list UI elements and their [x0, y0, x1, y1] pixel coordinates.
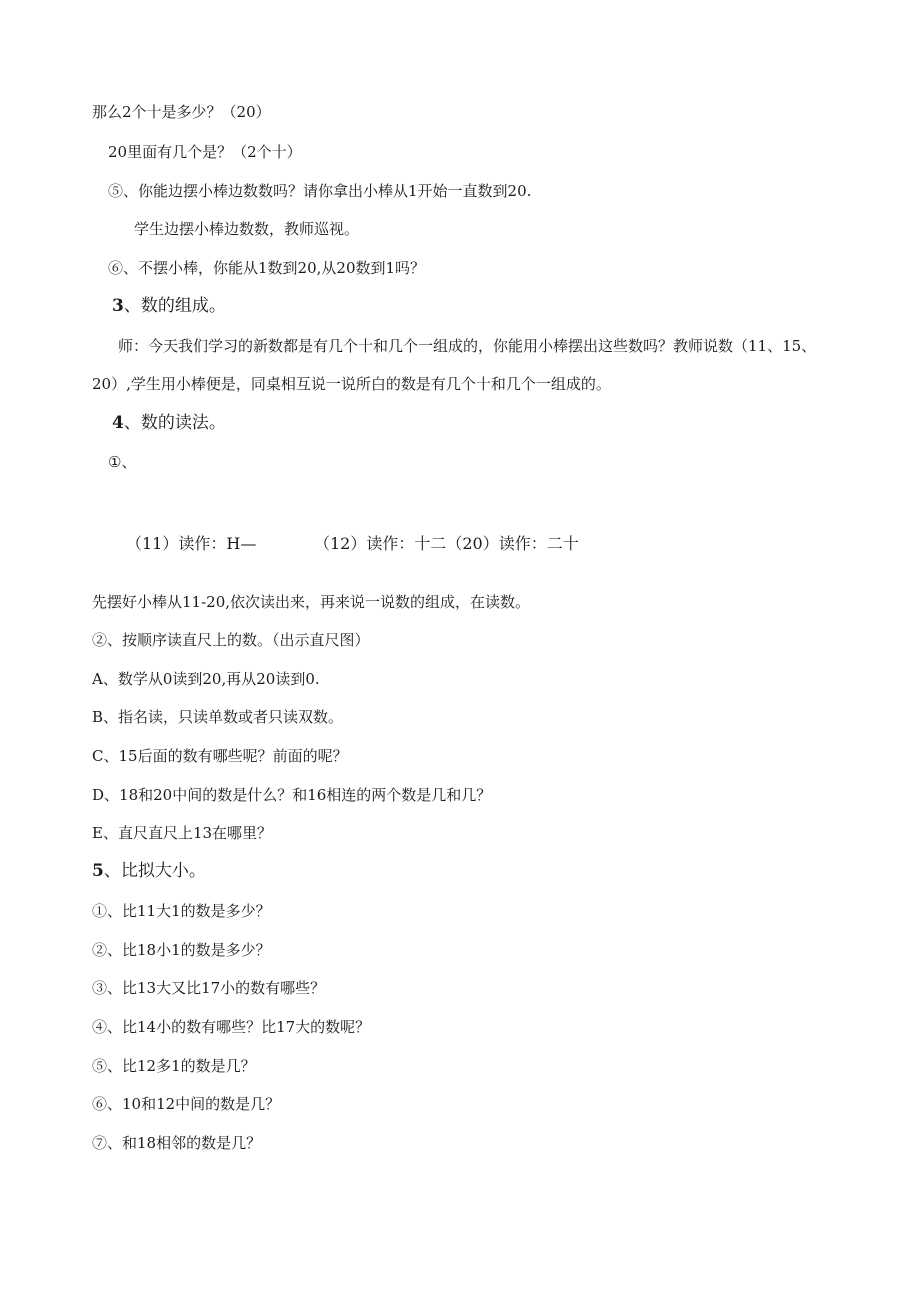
- text-line: ①、比11大1的数是多少？: [92, 902, 271, 920]
- section-heading-4: [112, 413, 226, 433]
- section-title: 、数的读法。: [123, 413, 226, 433]
- text-line: E、直尺直尺上13在哪里？: [92, 824, 273, 842]
- text-line: 20里面有几个是？（2个十）: [108, 143, 302, 161]
- text-line: ③、比13大又比17小的数有哪些？: [92, 979, 326, 997]
- text-line: ①、: [108, 453, 137, 471]
- text-line: ②、按顺序读直尺上的数。（出示直尺图）: [92, 631, 370, 649]
- text-line: 学生边摆小棒边数数，教师巡视。: [134, 220, 360, 238]
- text-line: A、数学从0读到20,再从20读到0.: [92, 670, 320, 688]
- text-line: ⑦、和18相邻的数是几？: [92, 1134, 262, 1152]
- text-line: ④、比14小的数有哪些？比17大的数呢？: [92, 1018, 371, 1036]
- section-number: 4: [112, 413, 124, 433]
- text-line: C、15后面的数有哪些呢？前面的呢？: [92, 747, 348, 765]
- text-line: ⑤、比12多1的数是几？: [92, 1057, 256, 1075]
- text-line: 先摆好小棒从11-20,依次读出来，再来说一说数的组成，在读数。: [92, 593, 531, 611]
- text-line: ②、比18小1的数是多少？: [92, 941, 271, 959]
- section-number: 3: [112, 296, 124, 316]
- section-heading-3: [112, 296, 226, 316]
- text-line: 师：今天我们学习的新数都是有几个十和几个一组成的，你能用小棒摆出这些数吗？教师说数（11、15、: [118, 337, 817, 355]
- text-line: B、指名读，只读单数或者只读双数。: [92, 708, 344, 726]
- text-line: 那么2个十是多少？（20）: [92, 103, 271, 121]
- text-line: D、18和20中间的数是什么？和16相连的两个数是几和几？: [92, 786, 492, 804]
- section-heading-5: [92, 861, 206, 881]
- text-line: ⑤、你能边摆小棒边数数吗？请你拿出小棒从1开始一直数到20.: [108, 182, 532, 200]
- section-title: 、数的组成。: [123, 296, 226, 316]
- section-title: 、比拟大小。: [103, 861, 206, 881]
- section-number: 5: [92, 861, 104, 881]
- text-line: 20）,学生用小棒便是，同桌相互说一说所白的数是有几个十和几个一组成的。: [92, 375, 611, 393]
- reading-example: （11）读作：H—: [126, 534, 257, 553]
- reading-example: （12）读作：十二（20）读作：二十: [314, 534, 579, 553]
- text-line: ⑥、不摆小棒，你能从1数到20,从20数到1吗？: [108, 259, 426, 277]
- text-line: ⑥、10和12中间的数是几？: [92, 1095, 281, 1113]
